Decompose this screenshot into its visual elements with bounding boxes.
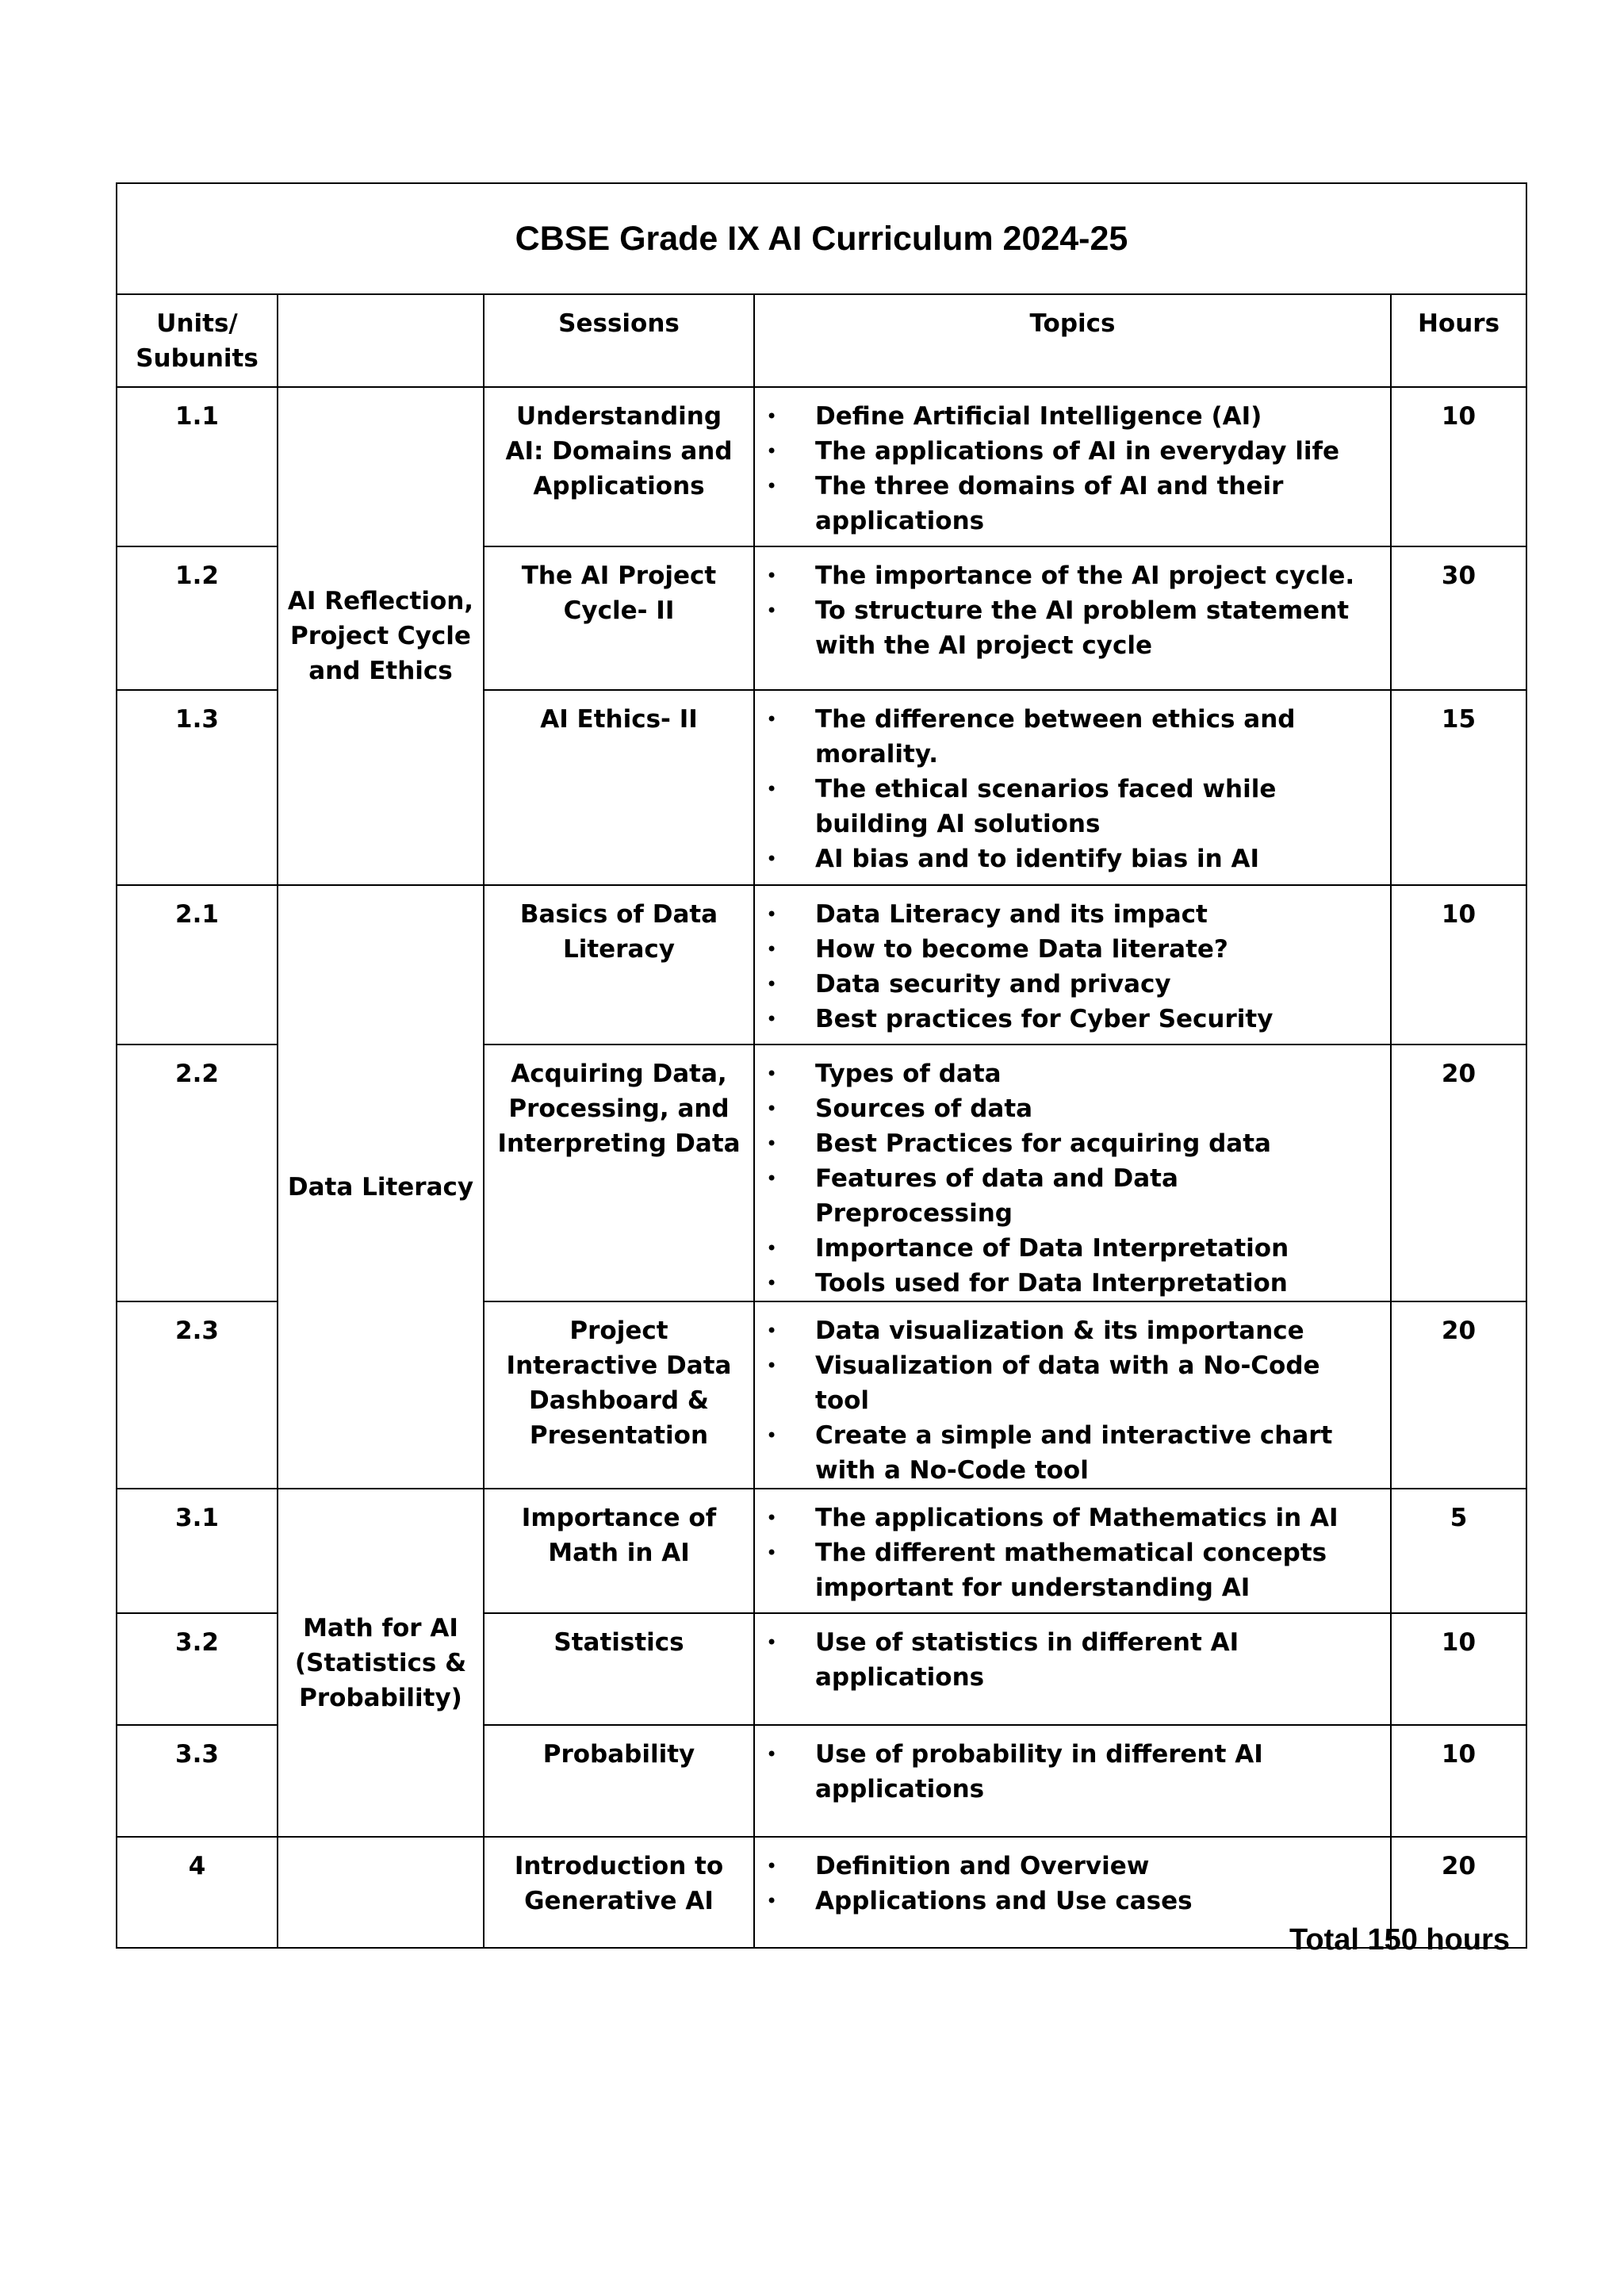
topic-item: • Data security and privacy (766, 967, 1382, 1002)
header-hours: Hours (1391, 294, 1526, 387)
header-sessions: Sessions (484, 294, 754, 387)
subunit-code: 1.2 (117, 546, 278, 690)
topic-item: • The ethical scenarios faced while building AI solutions (766, 772, 1382, 841)
topic-item: • Define Artificial Intelligence (AI) (766, 399, 1382, 434)
session-name: The AI Project Cycle- II (484, 546, 754, 690)
session-hours: 20 (1391, 1301, 1526, 1489)
subunit-code: 3.3 (117, 1725, 278, 1837)
topics-cell (754, 546, 1391, 690)
topic-item: • The importance of the AI project cycle. (766, 558, 1382, 593)
header-units: Units/ Subunits (117, 294, 278, 387)
topic-item: • To structure the AI problem statement with the AI project cycle (766, 593, 1382, 663)
topics-cell (754, 1301, 1391, 1489)
subunit-code: 3.1 (117, 1489, 278, 1613)
session-name: Basics of Data Literacy (484, 885, 754, 1045)
session-name: AI Ethics- II (484, 690, 754, 885)
subunit-code: 3.2 (117, 1613, 278, 1725)
header-row (117, 294, 1526, 387)
session-name: Acquiring Data, Processing, and Interpreting Data (484, 1045, 754, 1301)
session-name: Understanding AI: Domains and Applications (484, 387, 754, 546)
table-row (117, 1489, 1526, 1613)
topic-item: • Best practices for Cyber Security (766, 1002, 1382, 1037)
topics-cell (754, 387, 1391, 546)
subunit-code: 1.3 (117, 690, 278, 885)
topic-item: • Create a simple and interactive chart with a No-Code tool (766, 1418, 1382, 1488)
topic-item: • The difference between ethics and morality. (766, 702, 1382, 772)
topic-item: • Use of probability in different AI applications (766, 1737, 1382, 1807)
topic-item: • Best Practices for acquiring data (766, 1126, 1382, 1161)
topic-item: • Data Literacy and its impact (766, 897, 1382, 932)
title-row (117, 183, 1526, 294)
topic-item: • Importance of Data Interpretation (766, 1231, 1382, 1266)
topic-item: • Definition and Overview (766, 1849, 1382, 1884)
topics-list (766, 558, 1382, 663)
topic-item: • Types of data (766, 1056, 1382, 1091)
subunit-code: 2.2 (117, 1045, 278, 1301)
topic-item: • The applications of Mathematics in AI (766, 1501, 1382, 1535)
subunit-code: 1.1 (117, 387, 278, 546)
topics-cell (754, 1489, 1391, 1613)
topics-list (766, 1313, 1382, 1488)
unit-name: AI Reflection, Project Cycle and Ethics (278, 387, 484, 885)
session-hours: 20 (1391, 1045, 1526, 1301)
topics-list (766, 1625, 1382, 1695)
topics-list (766, 1849, 1382, 1918)
session-hours: 10 (1391, 387, 1526, 546)
topic-item: • Features of data and Data Preprocessing (766, 1161, 1382, 1231)
topics-cell (754, 690, 1391, 885)
curriculum-table (116, 182, 1527, 1949)
topics-list (766, 1737, 1382, 1807)
session-name: Introduction to Generative AI (484, 1837, 754, 1948)
session-hours: 20 (1391, 1837, 1526, 1948)
subunit-code: 2.1 (117, 885, 278, 1045)
subunit-code: 4 (117, 1837, 278, 1948)
topics-cell (754, 1613, 1391, 1725)
topic-item: • Visualization of data with a No-Code tool (766, 1348, 1382, 1418)
unit-name: Math for AI (Statistics & Probability) (278, 1489, 484, 1837)
topic-item: • Sources of data (766, 1091, 1382, 1126)
topic-item: • The different mathematical concepts important for understanding AI (766, 1535, 1382, 1605)
session-hours: 5 (1391, 1489, 1526, 1613)
topic-item: • The applications of AI in everyday life (766, 434, 1382, 469)
topic-item: • Tools used for Data Interpretation (766, 1266, 1382, 1301)
unit-name (278, 1837, 484, 1948)
topics-list (766, 399, 1382, 539)
session-hours: 10 (1391, 885, 1526, 1045)
topics-cell (754, 1725, 1391, 1837)
unit-name: Data Literacy (278, 885, 484, 1489)
subunit-code: 2.3 (117, 1301, 278, 1489)
topics-list (766, 702, 1382, 876)
topic-item: • How to become Data literate? (766, 932, 1382, 967)
table-title: CBSE Grade IX AI Curriculum 2024-25 (117, 183, 1526, 294)
session-hours: 10 (1391, 1725, 1526, 1837)
session-name: Statistics (484, 1613, 754, 1725)
topics-list (766, 1056, 1382, 1301)
topics-cell (754, 1045, 1391, 1301)
session-name: Importance of Math in AI (484, 1489, 754, 1613)
header-unit-name (278, 294, 484, 387)
topic-item: • Use of statistics in different AI applications (766, 1625, 1382, 1695)
topic-item: • Applications and Use cases (766, 1884, 1382, 1918)
session-name: Project Interactive Data Dashboard & Presentation (484, 1301, 754, 1489)
session-hours: 10 (1391, 1613, 1526, 1725)
topic-item: • The three domains of AI and their applications (766, 469, 1382, 539)
topics-cell (754, 885, 1391, 1045)
header-topics: Topics (754, 294, 1391, 387)
session-hours: 30 (1391, 546, 1526, 690)
session-hours: 15 (1391, 690, 1526, 885)
session-name: Probability (484, 1725, 754, 1837)
table-row (117, 885, 1526, 1045)
topic-item: • AI bias and to identify bias in AI (766, 841, 1382, 876)
total-hours: Total 150 hours (1289, 1923, 1510, 1957)
topics-list (766, 897, 1382, 1037)
table-row (117, 387, 1526, 546)
topics-list (766, 1501, 1382, 1605)
topic-item: • Data visualization & its importance (766, 1313, 1382, 1348)
